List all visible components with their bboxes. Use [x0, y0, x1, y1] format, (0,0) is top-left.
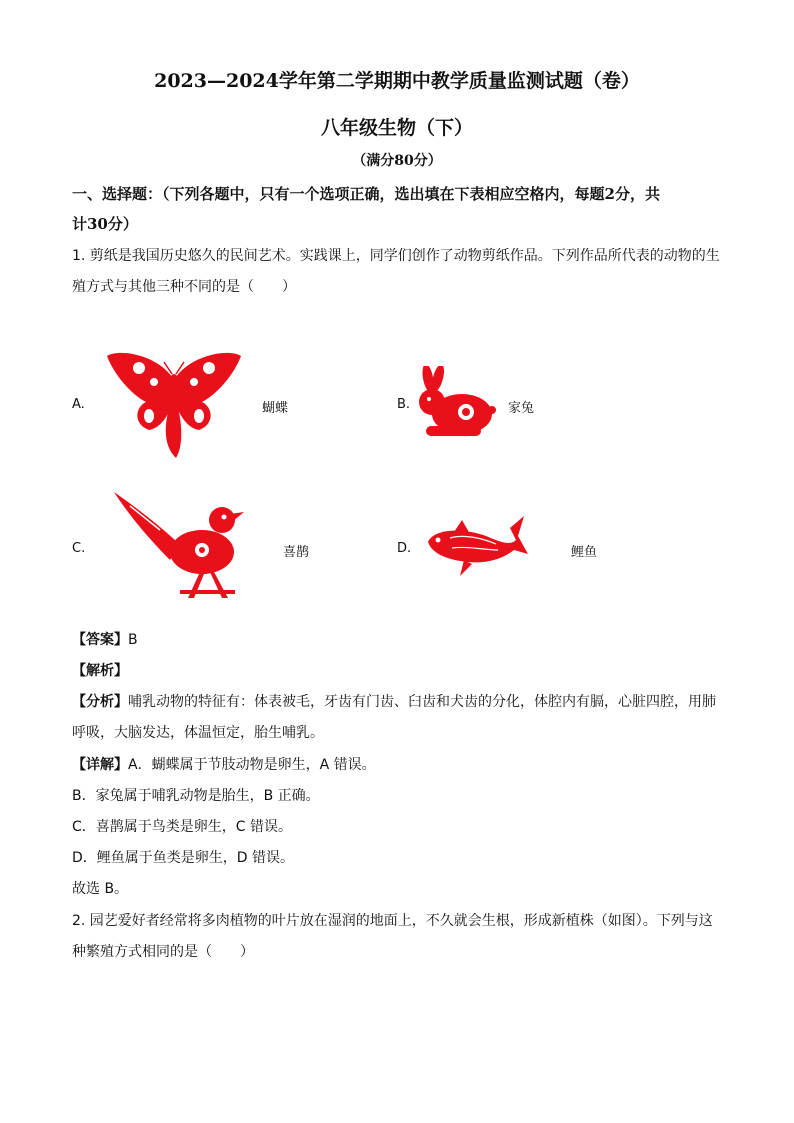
page-subtitle: 八年级生物（下）	[320, 117, 473, 139]
option-a-letter: A.	[72, 397, 85, 412]
q1-stem-line2: 殖方式与其他三种不同的是（ ）	[72, 279, 296, 295]
fenxi-line1	[72, 691, 716, 711]
carp-papercut-icon	[424, 514, 530, 582]
option-b-label: 家兔	[508, 401, 535, 416]
q2-stem-line1: 2. 园艺爱好者经常将多肉植物的叶片放在湿润的地面上，不久就会生根，形成新植株（如图）。下列与这	[72, 913, 713, 929]
q2-stem-line2: 种繁殖方式相同的是（ ）	[72, 944, 254, 960]
detail-line-b: B．家兔属于哺乳动物是胎生，B 正确。	[72, 788, 320, 804]
detail-tag: 【详解】	[72, 757, 128, 773]
magpie-papercut-icon	[110, 490, 250, 602]
rabbit-papercut-icon	[416, 366, 496, 440]
detail-line-a	[72, 754, 376, 774]
detail-line-c: C．喜鹊属于鸟类是卵生，C 错误。	[72, 819, 293, 835]
detail-line-d: D．鲤鱼属于鱼类是卵生，D 错误。	[72, 850, 295, 866]
option-b-letter: B.	[397, 397, 411, 412]
answer-tag: 【答案】	[72, 632, 128, 648]
answer-value: B	[128, 632, 138, 648]
option-a-label: 蝴蝶	[262, 401, 289, 416]
fenxi-text1: 哺乳动物的特征有：体表被毛，牙齿有门齿、臼齿和犬齿的分化，体腔内有膈，心脏四腔，用肺	[128, 694, 716, 710]
analysis-tag: 【解析】	[72, 663, 128, 679]
page-title: 2023—2024学年第二学期期中教学质量监测试题（卷）	[154, 70, 640, 92]
q1-stem-line1: 1. 剪纸是我国历史悠久的民间艺术。实践课上，同学们创作了动物剪纸作品。下列作品所代表的动物的生	[72, 248, 720, 264]
butterfly-papercut-icon	[104, 350, 244, 460]
fenxi-tag: 【分析】	[72, 694, 128, 710]
detail-a-text: A．蝴蝶属于节肢动物是卵生，A 错误。	[128, 757, 376, 773]
fenxi-line2: 呼吸，大脑发达，体温恒定，胎生哺乳。	[72, 725, 324, 741]
option-c-letter: C.	[72, 541, 86, 556]
section-heading: 一、选择题：（下列各题中，只有一个选项正确，选出填在下表相应空格内，每题2分，共	[72, 185, 660, 203]
option-d-letter: D.	[397, 541, 412, 556]
answer-line	[72, 629, 138, 649]
option-d-label: 鲤鱼	[571, 545, 598, 560]
option-c-label: 喜鹊	[283, 545, 310, 560]
section-heading-cont: 计30分）	[72, 215, 138, 233]
conclusion: 故选 B。	[72, 881, 129, 897]
full-score: （满分80分）	[352, 153, 442, 169]
